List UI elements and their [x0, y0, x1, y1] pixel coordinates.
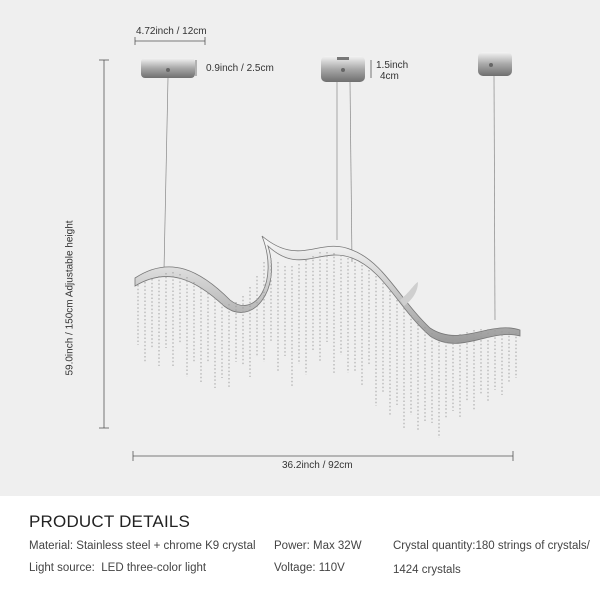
- light-source-label: Light source:: [29, 562, 95, 574]
- power-spec: Power: Max 32W: [274, 540, 362, 552]
- voltage-spec: Voltage: 110V: [274, 562, 345, 574]
- product-details-title: PRODUCT DETAILS: [29, 512, 191, 531]
- canopy-middle: [321, 56, 365, 82]
- material-spec: Material: Stainless steel + chrome K9 crystal: [29, 540, 256, 552]
- adjustable-height-label: 59.0inch / 150cm Adjustable height: [64, 220, 76, 376]
- total-width-label: 36.2inch / 92cm: [282, 460, 353, 471]
- product-details-section: [0, 496, 600, 600]
- canopy-height-label: 0.9inch / 2.5cm: [206, 63, 274, 74]
- light-source-value: LED three-color light: [101, 562, 207, 574]
- wave-bands: [135, 236, 520, 343]
- light-source-spec: [29, 562, 206, 574]
- canopy-width-label: 4.72inch / 12cm: [136, 26, 207, 37]
- suspension-wires: [164, 76, 495, 320]
- crystal-quantity-line2: 1424 crystals: [393, 564, 461, 576]
- middle-canopy-inch-label: 1.5inch: [376, 60, 409, 71]
- dimension-lines: [99, 37, 513, 461]
- crystal-quantity-line1: Crystal quantity:180 strings of crystals/: [393, 540, 590, 552]
- canopy-right: [478, 52, 512, 76]
- canopy-left: [141, 58, 195, 78]
- middle-canopy-cm-label: 4cm: [380, 71, 399, 82]
